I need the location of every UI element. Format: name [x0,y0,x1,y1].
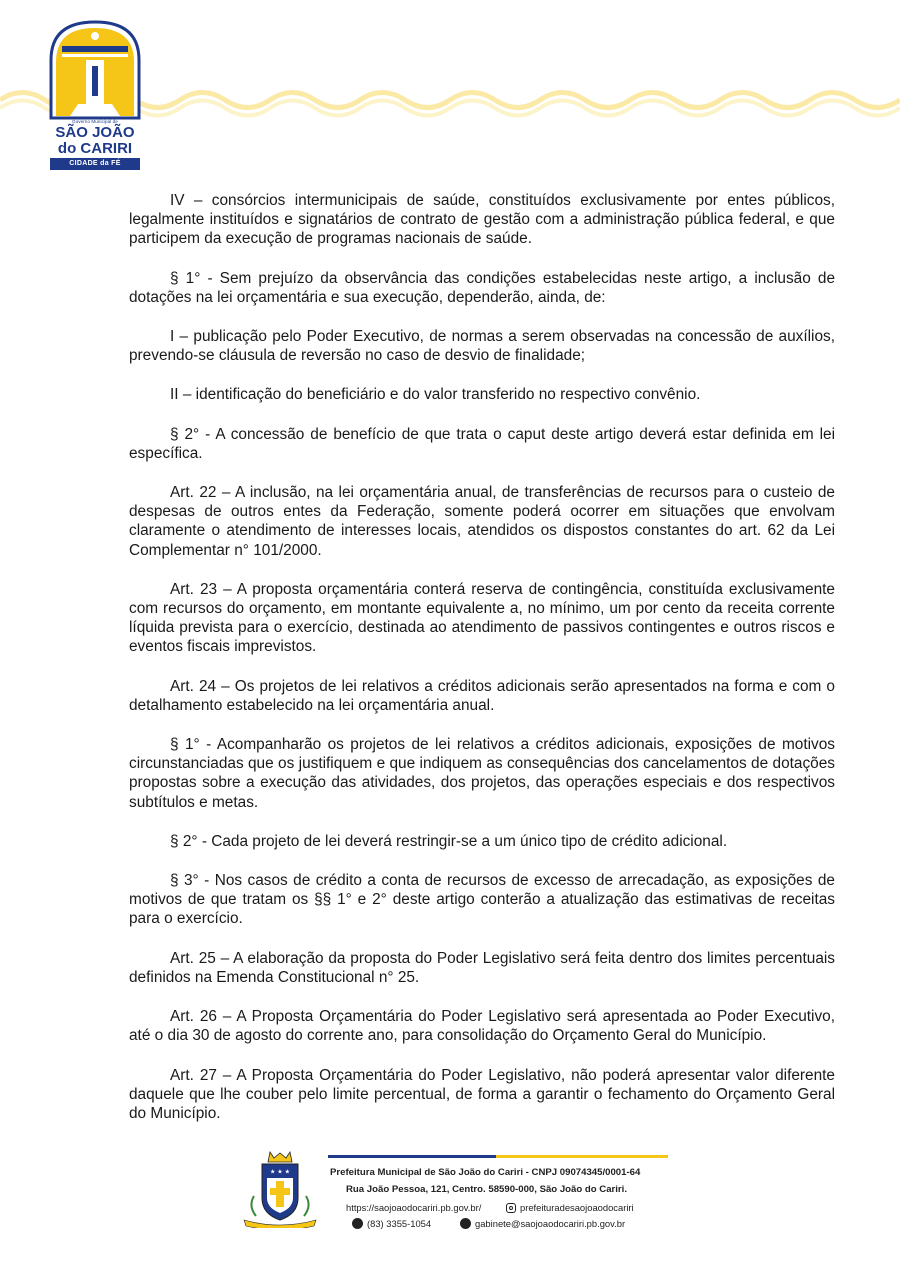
paragraph: Art. 25 – A elaboração da proposta do Poder Legislativo será feita dentro dos limites percentuais definidos na Emenda Constitucional n° 25. [129,949,835,986]
svg-text:★ ★ ★: ★ ★ ★ [270,1168,290,1176]
paragraph: Art. 26 – A Proposta Orçamentária do Poder Legislativo será apresentada ao Poder Executivo, até o dia 30 de agosto do corrente ano, para consolidação do Orçamento Geral do Município. [129,1008,835,1045]
footer-entity: Prefeitura Municipal de São João do Cariri - CNPJ 09074345/0001-64 [330,1167,641,1178]
paragraph: II – identificação do beneficiário e do valor transferido no respectivo convênio. [170,386,701,404]
footer-divider-yellow [496,1155,668,1158]
municipal-crest [240,1150,320,1228]
footer-phone[interactable]: (83) 3355-1054 [367,1218,432,1229]
instagram-icon [506,1203,516,1213]
footer-divider-blue [328,1155,496,1158]
logo-name-line2: do CARIRI [57,140,133,157]
phone-icon [352,1218,363,1229]
page-header [0,0,900,180]
municipal-logo [48,20,142,170]
footer-phone-row [352,1218,431,1229]
footer-website[interactable]: https://saojoaodocariri.pb.gov.br/ [346,1202,482,1213]
footer-email[interactable]: gabinete@saojoaodocariri.pb.gov.br [475,1218,626,1229]
logo-government-label: Governo Municipal de [72,119,118,124]
logo-tagline: CIDADE da FÉ [50,158,140,170]
email-icon [460,1218,471,1229]
paragraph: Art. 22 – A inclusão, na lei orçamentária anual, de transferências de recursos para o custeio de despesas de outros entes da Federação, somente poderá ocorrer em situações que envolvam claramente o atendimento de interesses locais, atendidos os dispostos constantes do art. 62 da Lei Complementar n° 101/2000. [129,484,835,559]
paragraph: § 3° - Nos casos de crédito a conta de recursos de excesso de arrecadação, as exposições de motivos de que tratam os §§ 1° e 2° deste artigo conterão a atualização das estimativas de receitas para o exercício. [129,872,835,928]
paragraph: § 1° - Acompanharão os projetos de lei relativos a créditos adicionais, exposições de motivos circunstanciadas que os justifiquem e que indiquem as consequências dos cancelamentos de dotações propostas sobre a execução das atividades, dos projetos, das operações especiais e dos respectivos subtítulos e metas. [129,736,835,811]
footer-website-row [346,1202,481,1213]
paragraph: IV – consórcios intermunicipais de saúde, constituídos exclusivamente por entes públicos, legalmente instituídos e signatários de contrato de gestão com a administração pública federal, e que participem da execução de programas nacionais de saúde. [129,192,835,248]
logo-emblem [48,20,142,120]
paragraph: § 2° - A concessão de benefício de que trata o caput deste artigo deverá estar definida em lei específica. [129,425,835,462]
footer-instagram[interactable]: prefeituradesaojoaodocariri [520,1202,634,1213]
page-footer [236,1150,676,1230]
paragraph: Art. 27 – A Proposta Orçamentária do Poder Legislativo, não poderá apresentar valor diferente daquele que lhe couber pelo limite percentual, de forma a garantir o fechamento do Orçamento Geral do Município. [129,1066,835,1122]
logo-name-line1: SÃO JOÃO [55,124,135,141]
document-body [129,191,835,1143]
footer-instagram-row [506,1202,634,1213]
footer-address: Rua João Pessoa, 121, Centro. 58590-000, São João do Cariri. [346,1184,628,1195]
paragraph: Art. 23 – A proposta orçamentária conterá reserva de contingência, constituída exclusivamente com recursos do orçamento, em montante equivalente a, no mínimo, um por cento da receita corrente líquida prevista para o exercício, destinada ao atendimento de passivos contingentes e outros riscos e eventos fiscais imprevistos. [129,580,835,656]
paragraph: I – publicação pelo Poder Executivo, de normas a serem observadas na concessão de auxílios, prevendo-se cláusula de reversão no caso de desvio de finalidade; [129,328,835,365]
paragraph: Art. 24 – Os projetos de lei relativos a créditos adicionais serão apresentados na forma e com o detalhamento estabelecido na lei orçamentária anual. [129,677,835,714]
paragraph: § 1° - Sem prejuízo da observância das condições estabelecidas neste artigo, a inclusão de dotações na lei orçamentária e sua execução, dependerão, ainda, de: [129,269,835,306]
footer-email-row [460,1218,625,1229]
paragraph: § 2° - Cada projeto de lei deverá restringir-se a um único tipo de crédito adicional. [170,832,728,850]
